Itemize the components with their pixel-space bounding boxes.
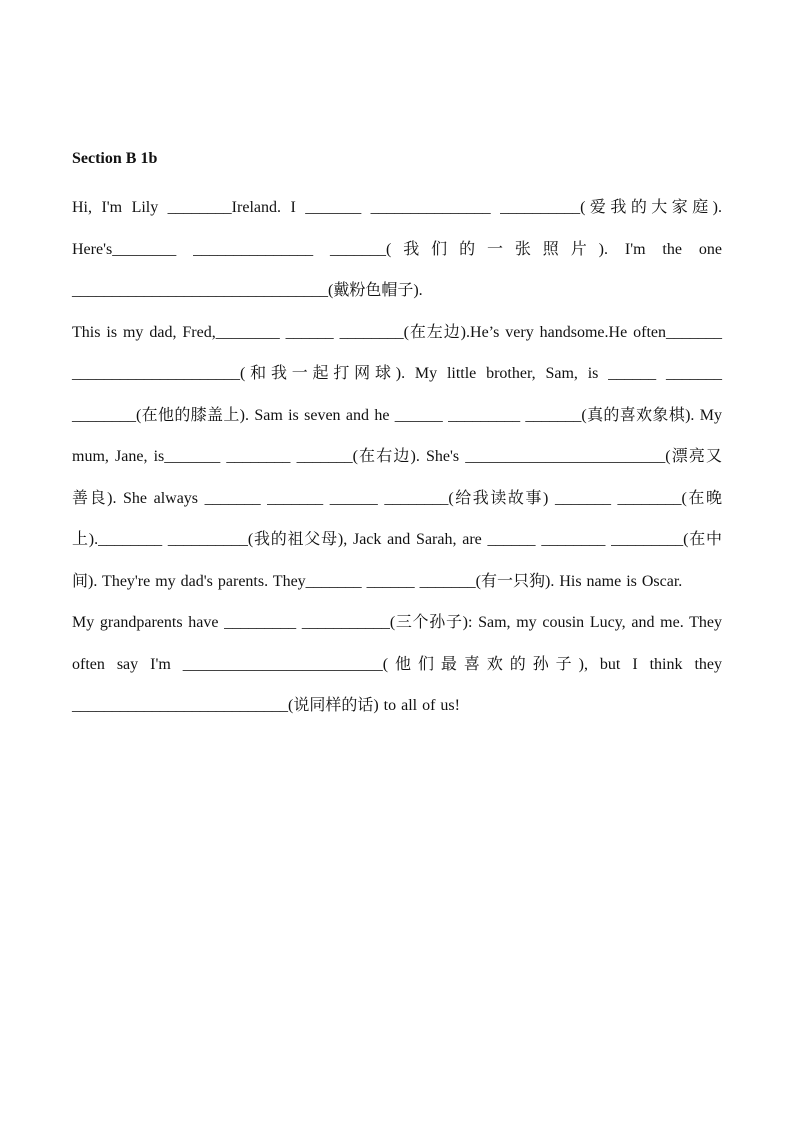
- section-heading: Section B 1b: [72, 150, 158, 167]
- worksheet-body: [72, 146, 722, 727]
- paragraph-family-members: This is my dad, Fred,________ ______ ________(在左边).He’s very handsome.He often_______ _____________________(和我一起打网球). My little brother, Sam, is ______ _______ ________(在他的膝盖上). Sam is seven and he ______ _________ _______(真的喜欢象棋). My mum, Jane, is_______ ________ _______(在右边). She's _________________________(漂亮又善良). She always _______ _______ ______ ________(给我读故事) _______ ________(在晚上).________ __________(我的祖父母), Jack and Sarah, are ______ ________ _________(在中间). They're my dad's parents. They_______ ______ _______(有一只狗). His name is Oscar.: [72, 323, 722, 590]
- paragraph-grandparents: My grandparents have _________ ___________(三个孙子): Sam, my cousin Lucy, and me. They often say I'm _________________________(他们最喜欢的孙子), but I think they ___________________________(说同样的话) to all of us!: [72, 614, 722, 714]
- paragraph-intro: Hi, I'm Lily ________Ireland. I _______ _______________ __________(爱我的大家庭). Here's________ _______________ _______(我们的一张照片). I'm the one ________________________________(戴粉色帽子).: [72, 199, 722, 299]
